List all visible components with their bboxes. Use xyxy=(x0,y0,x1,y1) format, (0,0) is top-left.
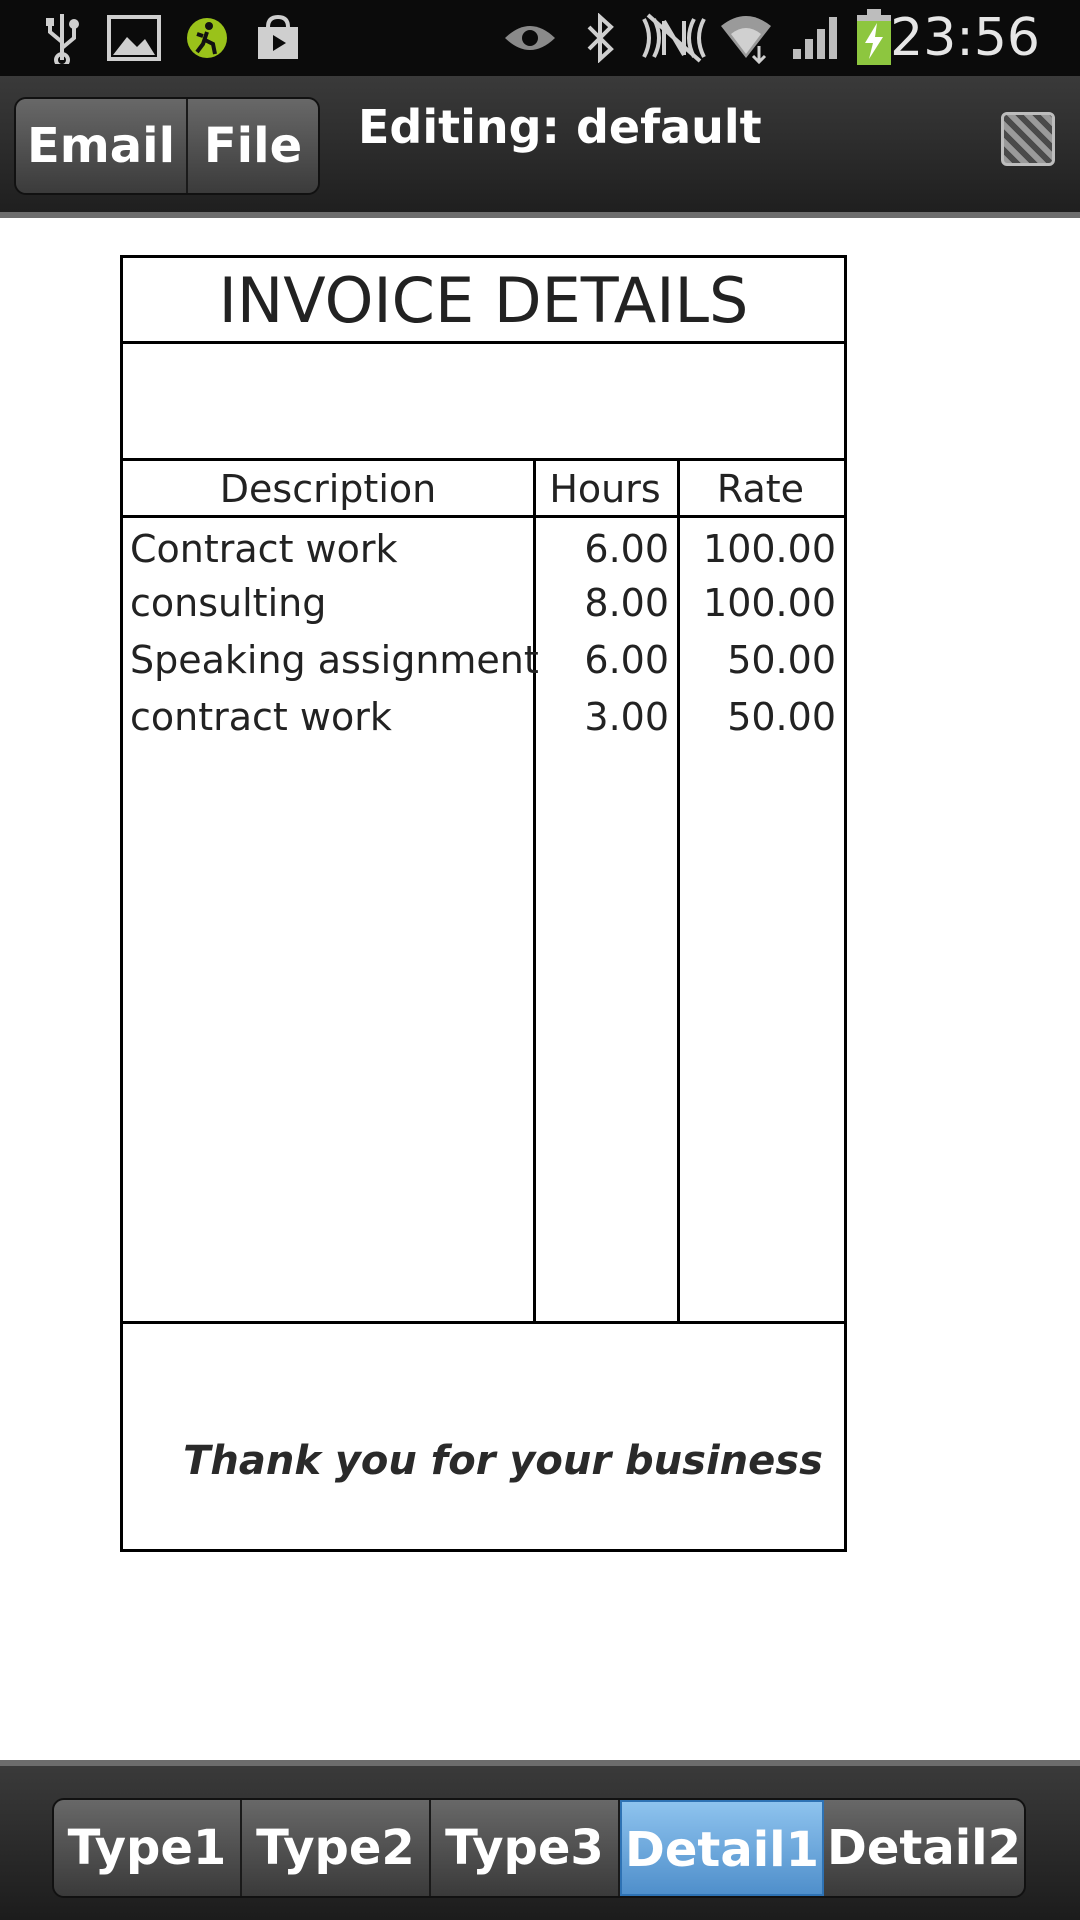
email-button[interactable]: Email xyxy=(16,99,188,193)
store-icon xyxy=(252,0,304,76)
row-hours: 8.00 xyxy=(584,581,669,625)
column-header-hours: Hours xyxy=(549,467,661,511)
thank-you-message: Thank you for your business xyxy=(183,1438,823,1484)
row-hours: 6.00 xyxy=(584,527,669,571)
row-rate: 50.00 xyxy=(727,638,836,682)
image-icon xyxy=(104,0,164,76)
fitness-icon xyxy=(182,0,232,76)
file-button[interactable]: File xyxy=(188,99,318,193)
qr-code-icon[interactable] xyxy=(1001,112,1055,166)
template-tabs xyxy=(52,1798,1026,1898)
editing-title: Editing: default xyxy=(358,100,762,154)
row-description: contract work xyxy=(130,695,392,739)
invoice-table-header xyxy=(123,461,844,518)
row-description: Speaking assignment xyxy=(130,638,539,682)
usb-icon xyxy=(38,0,86,76)
tab-type3[interactable]: Type3 xyxy=(431,1800,620,1896)
column-header-rate: Rate xyxy=(716,467,805,511)
action-bar xyxy=(0,76,1080,218)
table-row xyxy=(123,689,844,745)
table-row xyxy=(123,521,844,577)
invoice-footer xyxy=(123,1321,844,1552)
wifi-icon xyxy=(718,0,774,76)
eye-icon xyxy=(502,0,558,76)
tab-type2[interactable]: Type2 xyxy=(242,1800,431,1896)
row-description: consulting xyxy=(130,581,327,625)
tab-type1[interactable]: Type1 xyxy=(54,1800,242,1896)
invoice-blank-area xyxy=(123,344,844,461)
status-bar xyxy=(0,0,1080,76)
invoice-template xyxy=(120,255,847,1552)
table-row xyxy=(123,575,844,631)
status-time: 23:56 xyxy=(890,8,1040,68)
row-rate: 50.00 xyxy=(727,695,836,739)
tab-detail1[interactable]: Detail1 xyxy=(620,1800,824,1896)
signal-icon xyxy=(790,0,840,76)
row-rate: 100.00 xyxy=(703,581,836,625)
email-file-segment xyxy=(14,97,320,195)
nfc-muted-icon xyxy=(638,0,710,76)
row-hours: 6.00 xyxy=(584,638,669,682)
tab-detail2[interactable]: Detail2 xyxy=(824,1800,1024,1896)
bluetooth-icon xyxy=(580,0,620,76)
table-row xyxy=(123,632,844,688)
bottom-bar xyxy=(0,1760,1080,1920)
column-header-description: Description xyxy=(219,467,437,511)
row-rate: 100.00 xyxy=(703,527,836,571)
invoice-title: INVOICE DETAILS xyxy=(123,258,844,344)
row-description: Contract work xyxy=(130,527,398,571)
row-hours: 3.00 xyxy=(584,695,669,739)
